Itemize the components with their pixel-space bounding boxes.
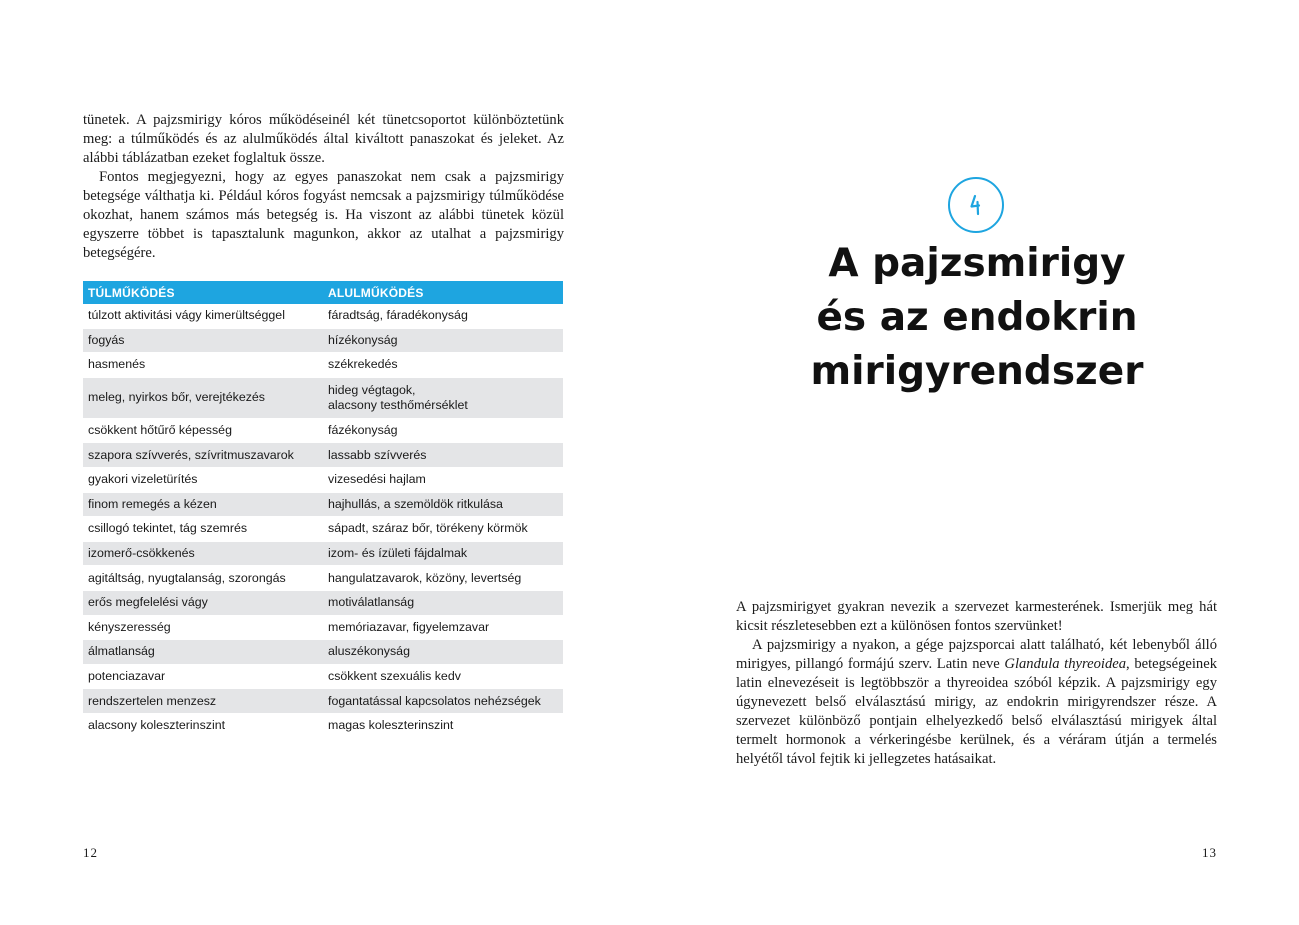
table-cell: gyakori vizeletürítés <box>83 467 323 492</box>
table-cell: hízékonyság <box>323 328 563 353</box>
table-cell: fáradtság, fáradékonyság <box>323 304 563 328</box>
table-cell: csökkent hőtűrő képesség <box>83 418 323 443</box>
header-hypofunction: ALULMŰKÖDÉS <box>323 281 563 304</box>
page-number-right: 13 <box>1202 845 1217 860</box>
table-cell <box>323 377 563 418</box>
table-row <box>83 640 563 665</box>
right-paragraph-2 <box>736 636 1217 769</box>
page-number-left: 12 <box>83 845 98 860</box>
table-cell: agitáltság, nyugtalanság, szorongás <box>83 566 323 591</box>
table-cell: székrekedés <box>323 353 563 378</box>
table-cell: túlzott aktivitási vágy kimerültséggel <box>83 304 323 328</box>
table-row <box>83 418 563 443</box>
table-cell-line: alacsony testhőmérséklet <box>328 397 468 412</box>
table-cell: finom remegés a kézen <box>83 492 323 517</box>
left-page <box>0 0 649 925</box>
table-cell: izom- és ízületi fájdalmak <box>323 541 563 566</box>
table-row <box>83 664 563 689</box>
chapter-title-line: mirigyrendszer <box>810 349 1144 394</box>
table-cell: memóriazavar, figyelemzavar <box>323 615 563 640</box>
table-cell: hangulatzavarok, közöny, levertség <box>323 566 563 591</box>
chapter-title-line: A pajzsmirigy <box>828 241 1126 286</box>
table-row <box>83 328 563 353</box>
table-cell-line: hideg végtagok, <box>328 382 416 397</box>
chapter-number-badge <box>948 177 1004 233</box>
table-row <box>83 517 563 542</box>
table-header-row <box>83 281 563 304</box>
latin-name: Glandula thyreoidea <box>1004 656 1127 672</box>
left-paragraph-2: Fontos megjegyezni, hogy az egyes panaszokat nem csak a pajzsmirigy betegsége válthatja ki. Például kóros fogyást nemcsak a pajzsmirigy túlműködése okozhat, hanem számos más betegség is. Ha viszont az alábbi tünetek közül egyszerre többet is tapasztalunk magunkon, akkor az utalhat a pajzsmirigy betegségére. <box>83 169 564 261</box>
chapter-title-line: és az endokrin <box>816 295 1138 340</box>
table-cell: álmatlanság <box>83 640 323 665</box>
table-cell: vizesedési hajlam <box>323 467 563 492</box>
table-cell: izomerő-csökkenés <box>83 541 323 566</box>
table-cell: motiválatlanság <box>323 590 563 615</box>
chapter-title <box>770 237 1184 399</box>
paragraph-text: A pajzsmirigy a nyakon, a gége pajzsporcai alatt található, két lebenyből álló mirigyes, pillangó formájú szerv. Latin neve <box>736 637 1217 672</box>
table-row <box>83 590 563 615</box>
right-paragraph-1: A pajzsmirigyet gyakran nevezik a szervezet karmesterének. Ismerjük meg hát kicsit részletesebben ezt a különösen fontos szervünket! <box>736 599 1217 634</box>
table-cell: sápadt, száraz bőr, törékeny körmök <box>323 517 563 542</box>
table-row <box>83 615 563 640</box>
table-cell: kényszeresség <box>83 615 323 640</box>
table-cell: rendszertelen menzesz <box>83 689 323 714</box>
table-cell: lassabb szívverés <box>323 443 563 468</box>
table-row <box>83 467 563 492</box>
table-row <box>83 377 563 418</box>
paragraph-text: , betegségeinek latin elnevezéseit is legtöbbször a thyreoidea szóból képzik. A pajzsmirigy egy úgynevezett belső elválasztású mirigy, az endokrin mirigyrendszer része. A szervezet különböző pontjain elhelyezkedő belső elválasztású mirigyek által termelt hormonok a vérkeringésbe kerülnek, és a véráram útján a termelés helyétől távol fejtik ki jellegzetes hatásaikat. <box>736 656 1217 767</box>
table-cell: csökkent szexuális kedv <box>323 664 563 689</box>
header-hyperfunction: TÚLMŰKÖDÉS <box>83 281 323 304</box>
table-cell: potenciazavar <box>83 664 323 689</box>
symptoms-table <box>83 281 563 739</box>
table-row <box>83 353 563 378</box>
table-cell: aluszékonyság <box>323 640 563 665</box>
table-row <box>83 541 563 566</box>
table-cell: magas koleszterinszint <box>323 713 563 738</box>
table-cell: csillogó tekintet, tág szemrés <box>83 517 323 542</box>
table-row <box>83 689 563 714</box>
chapter-number-4-glyph <box>966 193 986 217</box>
table-row <box>83 492 563 517</box>
left-body-text <box>83 111 564 263</box>
table-cell: szapora szívverés, szívritmuszavarok <box>83 443 323 468</box>
right-body-text <box>736 598 1217 769</box>
table-cell: alacsony koleszterinszint <box>83 713 323 738</box>
table-cell: hajhullás, a szemöldök ritkulása <box>323 492 563 517</box>
right-page <box>650 0 1299 925</box>
table-cell: erős megfelelési vágy <box>83 590 323 615</box>
table-row <box>83 713 563 738</box>
table-cell: fogyás <box>83 328 323 353</box>
table-row <box>83 443 563 468</box>
table-cell: fogantatással kapcsolatos nehézségek <box>323 689 563 714</box>
left-paragraph-1: tünetek. A pajzsmirigy kóros működéseinél két tünetcsoportot különböztetünk meg: a túlműködés és az alulműködés által kiváltott panaszokat és jeleket. Az alábbi táblázatban ezeket foglaltuk össze. <box>83 112 564 166</box>
table-row <box>83 566 563 591</box>
table-row <box>83 304 563 328</box>
table-cell: meleg, nyirkos bőr, verejtékezés <box>83 377 323 418</box>
table-cell: fázékonyság <box>323 418 563 443</box>
table-cell: hasmenés <box>83 353 323 378</box>
